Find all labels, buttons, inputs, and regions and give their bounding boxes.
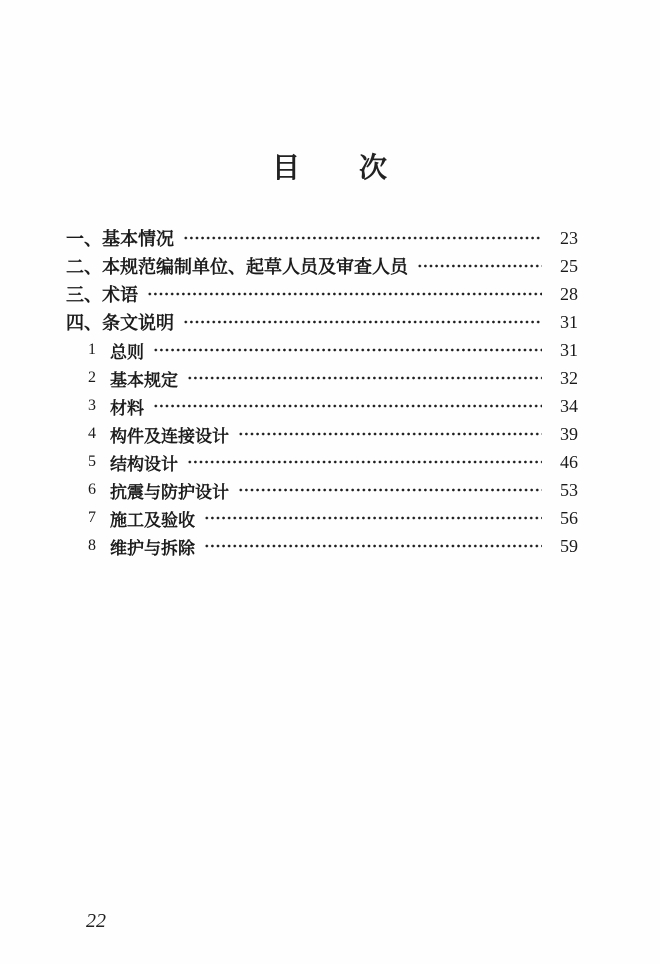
- toc-entry-number: 8: [88, 537, 96, 554]
- toc-entry-page: 56: [560, 507, 578, 528]
- toc-entry-label: 结构设计: [110, 454, 178, 474]
- dot-leader-icon: [147, 280, 542, 308]
- toc-entry-number: 一、: [66, 229, 102, 249]
- dot-leader-icon: [187, 364, 542, 392]
- dot-leader-icon: [183, 308, 542, 336]
- toc-entry-label: 基本情况: [102, 229, 174, 249]
- toc-entry-label: 本规范编制单位、起草人员及审查人员: [102, 257, 408, 277]
- toc-entry-number: 5: [88, 453, 96, 470]
- toc-entry-number: 二、: [66, 257, 102, 277]
- toc-entry-number: 3: [88, 397, 96, 414]
- toc-entry-label: 维护与拆除: [110, 538, 195, 558]
- dot-leader-icon: [204, 504, 542, 532]
- toc-entry-page: 23: [560, 227, 578, 248]
- toc-entry: [66, 308, 578, 336]
- toc-entry-label: 抗震与防护设计: [110, 482, 229, 502]
- dot-leader-icon: [187, 448, 542, 476]
- toc-entry-number: 4: [88, 425, 96, 442]
- toc-entry-number: 四、: [66, 313, 102, 333]
- toc-entry-label: 施工及验收: [110, 510, 195, 530]
- toc-entry-page: 31: [560, 339, 578, 360]
- dot-leader-icon: [153, 392, 542, 420]
- toc-entry: [66, 504, 578, 532]
- toc-entry-page: 25: [560, 255, 578, 276]
- toc-entry-page: 46: [560, 451, 578, 472]
- toc-entry: [66, 224, 578, 252]
- toc-entry-page: 32: [560, 367, 578, 388]
- page-number: 22: [86, 910, 106, 932]
- dot-leader-icon: [238, 476, 542, 504]
- toc-entry-label: 条文说明: [102, 313, 174, 333]
- dot-leader-icon: [238, 420, 542, 448]
- toc-entry: [66, 448, 578, 476]
- dot-leader-icon: [417, 252, 542, 280]
- toc-entry-number: 6: [88, 481, 96, 498]
- toc-entry-page: 31: [560, 311, 578, 332]
- toc-entry: [66, 476, 578, 504]
- toc-list: [66, 224, 578, 560]
- toc-entry-label: 材料: [110, 398, 144, 418]
- toc-entry: [66, 532, 578, 560]
- toc-entry: [66, 364, 578, 392]
- toc-entry-number: 7: [88, 509, 96, 526]
- toc-entry-page: 28: [560, 283, 578, 304]
- toc-entry: [66, 336, 578, 364]
- toc-entry: [66, 420, 578, 448]
- toc-entry-page: 34: [560, 395, 578, 416]
- dot-leader-icon: [204, 532, 542, 560]
- toc-entry: [66, 252, 578, 280]
- toc-entry: [66, 280, 578, 308]
- toc-entry-page: 53: [560, 479, 578, 500]
- toc-entry: [66, 392, 578, 420]
- dot-leader-icon: [153, 336, 542, 364]
- toc-entry-number: 三、: [66, 285, 102, 305]
- toc-entry-page: 59: [560, 535, 578, 556]
- toc-entry-label: 基本规定: [110, 370, 178, 390]
- toc-entry-label: 术语: [102, 285, 138, 305]
- dot-leader-icon: [183, 224, 542, 252]
- toc-entry-label: 构件及连接设计: [110, 426, 229, 446]
- toc-entry-label: 总则: [110, 342, 144, 362]
- toc-entry-number: 1: [88, 341, 96, 358]
- toc-entry-page: 39: [560, 423, 578, 444]
- toc-entry-number: 2: [88, 369, 96, 386]
- page-title: 目 次: [271, 153, 388, 184]
